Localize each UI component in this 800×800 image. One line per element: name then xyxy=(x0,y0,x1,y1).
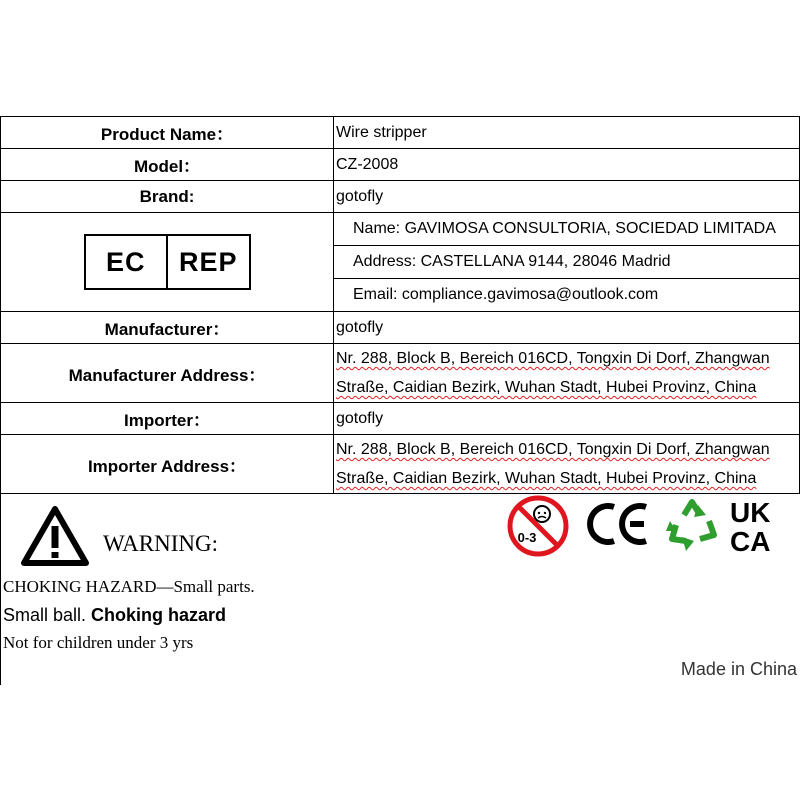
row-importer-address xyxy=(1,435,800,494)
choking-hazard-bold: Choking hazard xyxy=(91,605,227,625)
age-badge-text: 0-3 xyxy=(517,530,537,545)
ec-rep-right: REP xyxy=(166,236,249,288)
importer-address-line2: Straße, Caidian Bezirk, Wuhan Stadt, Hubei Provinz, China xyxy=(336,470,757,487)
importer-address-value xyxy=(334,435,800,494)
warning-title: WARNING: xyxy=(103,531,218,556)
product-name-label: Product Name： xyxy=(1,117,334,149)
small-ball-line xyxy=(3,605,226,626)
row-authorized-rep xyxy=(1,213,800,312)
authorized-rep-details xyxy=(334,213,800,312)
warning-triangle-icon xyxy=(20,505,90,567)
not-for-children-0-3-icon xyxy=(503,494,573,558)
product-info-table xyxy=(0,116,800,494)
choking-hazard-text: CHOKING HAZARD—Small parts. xyxy=(3,577,255,596)
brand-label: Brand: xyxy=(1,181,334,213)
made-in-china: Made in China xyxy=(680,659,797,679)
row-model xyxy=(1,149,800,181)
manufacturer-address-value xyxy=(334,344,800,403)
product-name-value: Wire stripper xyxy=(334,117,800,149)
importer-label: Importer： xyxy=(1,403,334,435)
row-importer xyxy=(1,403,800,435)
ce-mark-icon xyxy=(586,501,652,547)
rep-email: Email: compliance.gavimosa@outlook.com xyxy=(334,278,799,311)
manufacturer-value: gotofly xyxy=(334,312,800,344)
row-manufacturer-address xyxy=(1,344,800,403)
rep-name: Name: GAVIMOSA CONSULTORIA, SOCIEDAD LIMITADA xyxy=(353,220,776,237)
age-note: Not for children under 3 yrs xyxy=(3,633,194,652)
importer-address-label: Importer Address： xyxy=(1,435,334,494)
rep-address: Address: CASTELLANA 9144, 28046 Madrid xyxy=(334,245,799,278)
model-value: CZ-2008 xyxy=(334,149,800,181)
importer-address-line1: Nr. 288, Block B, Bereich 016CD, Tongxin Di Dorf, Zhangwan xyxy=(336,441,770,458)
ec-rep-left: EC xyxy=(105,246,146,277)
ec-rep-symbol xyxy=(84,234,251,290)
manufacturer-label: Manufacturer： xyxy=(1,312,334,344)
ec-rep-cell xyxy=(1,213,334,312)
ukca-mark-icon xyxy=(728,496,784,554)
model-label: Model： xyxy=(1,149,334,181)
ukca-top-text: UK xyxy=(730,497,771,528)
brand-value: gotofly xyxy=(334,181,800,213)
manufacturer-address-line2: Straße, Caidian Bezirk, Wuhan Stadt, Hubei Provinz, China xyxy=(336,379,757,396)
row-manufacturer xyxy=(1,312,800,344)
manufacturer-address-label: Manufacturer Address： xyxy=(1,344,334,403)
small-ball-text: Small ball. xyxy=(3,605,87,625)
manufacturer-address-line1: Nr. 288, Block B, Bereich 016CD, Tongxin Di Dorf, Zhangwan xyxy=(336,350,770,367)
recycle-icon xyxy=(664,495,720,553)
row-product-name xyxy=(1,117,800,149)
ukca-bottom-text: CA xyxy=(730,526,771,554)
row-brand xyxy=(1,181,800,213)
importer-value: gotofly xyxy=(334,403,800,435)
